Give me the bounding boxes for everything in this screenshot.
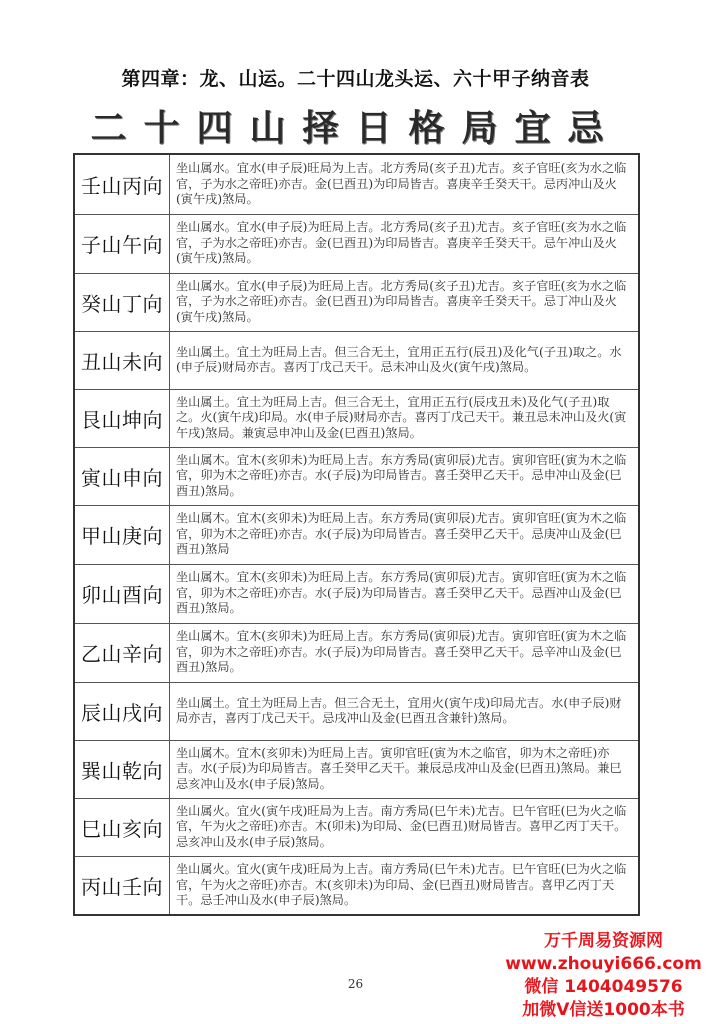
table-row <box>74 154 639 214</box>
watermark-url: www.zhouyi666.com <box>505 954 702 974</box>
chapter-title: 第四章：龙、山运。二十四山龙头运、六十甲子纳音表 <box>121 68 590 90</box>
description-cell: 坐山属土。宜土为旺局上吉。但三合无土，宜用火(寅午戌)印局尤吉。水(申子辰)财局亦吉，喜丙丁戊己天干。忌戌冲山及金(巳酉丑含兼针)煞局。 <box>170 682 640 740</box>
watermark-promo: 加微V信送1000本书 <box>522 1000 685 1020</box>
page-number: 26 <box>347 977 364 991</box>
table-row <box>74 214 639 273</box>
description-cell: 坐山属木。宜木(亥卯未)为旺局上吉。东方秀局(寅卯辰)尤吉。寅卯官旺(寅为木之临官，卯为木之帝旺)亦吉。水(子辰)为印局皆吉。喜壬癸甲乙天干。忌申冲山及金(巳酉丑)煞局。 <box>170 447 640 505</box>
mountain-direction-cell: 卯山酉向 <box>74 564 170 623</box>
description-cell: 坐山属木。宜木(亥卯未)为旺局上吉。东方秀局(寅卯辰)尤吉。寅卯官旺(寅为木之临官，卯为木之帝旺)亦吉。水(子辰)为印局皆吉。喜壬癸甲乙天干。忌酉冲山及金(巳酉丑)煞局。 <box>170 564 640 623</box>
description-cell: 坐山属水。宜水(申子辰)为旺局上吉。北方秀局(亥子丑)尤吉。亥子官旺(亥为水之临官，子为水之帝旺)亦吉。金(巳酉丑)为印局皆吉。喜庚辛壬癸天干。忌午冲山及火(寅午戌)煞局。 <box>170 214 640 273</box>
mountain-direction-cell: 壬山丙向 <box>74 154 170 214</box>
description-cell: 坐山属火。宜火(寅午戌)旺局为上吉。南方秀局(巳午未)尤吉。巳午官旺(巳为火之临官，午为火之帝旺)亦吉。木(亥卯未)为印局、金(巳酉丑)财局皆吉。喜甲乙丙丁天干。忌壬冲山及水(申子辰)煞局。 <box>170 856 640 915</box>
mountain-direction-cell: 子山午向 <box>74 214 170 273</box>
mountain-direction-cell: 乙山辛向 <box>74 623 170 682</box>
description-cell: 坐山属水。宜水(申子辰)为旺局上吉。北方秀局(亥子丑)尤吉。亥子官旺(亥为水之临官，子为水之帝旺)亦吉。金(巳酉丑)为印局皆吉。喜庚辛壬癸天干。忌丁冲山及火(寅午戌)煞局。 <box>170 273 640 331</box>
description-cell: 坐山属木。宜木(亥卯未)为旺局上吉。东方秀局(寅卯辰)尤吉。寅卯官旺(寅为木之临官，卯为木之帝旺)亦吉。水(子辰)为印局皆吉。喜壬癸甲乙天干。忌辛冲山及金(巳酉丑)煞局。 <box>170 623 640 682</box>
table-row <box>74 856 639 915</box>
mountain-direction-cell: 丑山未向 <box>74 331 170 389</box>
description-cell: 坐山属土。宜土为旺局上吉。但三合无土，宜用正五行(辰戌丑未)及化气(子丑)取之。火(寅午戌)印局。水(申子辰)财局亦吉。喜丙丁戊己天干。兼丑忌未冲山及火(寅午戌)煞局。兼寅忌申冲山及金(巳酉丑)煞局。 <box>170 389 640 447</box>
banner-title: 二十四山择日格局宜忌 <box>90 107 621 149</box>
watermark-site-name: 万千周易资源网 <box>544 931 663 951</box>
description-cell: 坐山属水。宜水(申子辰)旺局为上吉。北方秀局(亥子丑)尤吉。亥子官旺(亥为水之临官，子为水之帝旺)亦吉。金(巳酉丑)为印局皆吉。喜庚辛壬癸天干。忌丙冲山及火(寅午戌)煞局。 <box>170 154 640 214</box>
mountain-direction-cell: 甲山庚向 <box>74 505 170 564</box>
mountain-direction-cell: 寅山申向 <box>74 447 170 505</box>
mountain-direction-cell: 丙山壬向 <box>74 856 170 915</box>
table-row <box>74 564 639 623</box>
table-row <box>74 623 639 682</box>
table-row <box>74 447 639 505</box>
table-row <box>74 740 639 798</box>
table-row <box>74 331 639 389</box>
description-cell: 坐山属土。宜土为旺局上吉。但三合无土，宜用正五行(辰丑)及化气(子丑)取之。水(申子辰)财局亦吉。喜丙丁戊己天干。忌未冲山及火(寅午戌)煞局。 <box>170 331 640 389</box>
mountain-direction-cell: 艮山坤向 <box>74 389 170 447</box>
mountain-direction-cell: 癸山丁向 <box>74 273 170 331</box>
mountain-direction-cell: 巽山乾向 <box>74 740 170 798</box>
mountain-direction-cell: 辰山戌向 <box>74 682 170 740</box>
mountain-table <box>73 153 640 916</box>
table-row <box>74 682 639 740</box>
table-row <box>74 389 639 447</box>
watermark-wechat: 微信 1404049576 <box>524 977 683 997</box>
table-row <box>74 505 639 564</box>
watermark <box>496 930 711 1022</box>
table-row <box>74 273 639 331</box>
description-cell: 坐山属火。宜火(寅午戌)旺局为上吉。南方秀局(巳午未)尤吉。巳午官旺(巳为火之临官，午为火之帝旺)亦吉。木(卯未)为印局、金(巳酉丑)财局皆吉。喜甲乙丙丁天干。忌亥冲山及水(申子辰)煞局。 <box>170 798 640 856</box>
mountain-direction-cell: 巳山亥向 <box>74 798 170 856</box>
table-row <box>74 798 639 856</box>
description-cell: 坐山属木。宜木(亥卯未)为旺局上吉。东方秀局(寅卯辰)尤吉。寅卯官旺(寅为木之临官，卯为木之帝旺)亦吉。水(子辰)为印局皆吉。喜壬癸甲乙天干。忌庚冲山及金(巳酉丑)煞局 <box>170 505 640 564</box>
description-cell: 坐山属木。宜木(亥卯未)为旺局上吉。寅卯官旺(寅为木之临官，卯为木之帝旺)亦吉。水(子辰)为印局皆吉。喜壬癸甲乙天干。兼辰忌戌冲山及金(巳酉丑)煞局。兼巳忌亥冲山及水(申子辰)煞局。 <box>170 740 640 798</box>
